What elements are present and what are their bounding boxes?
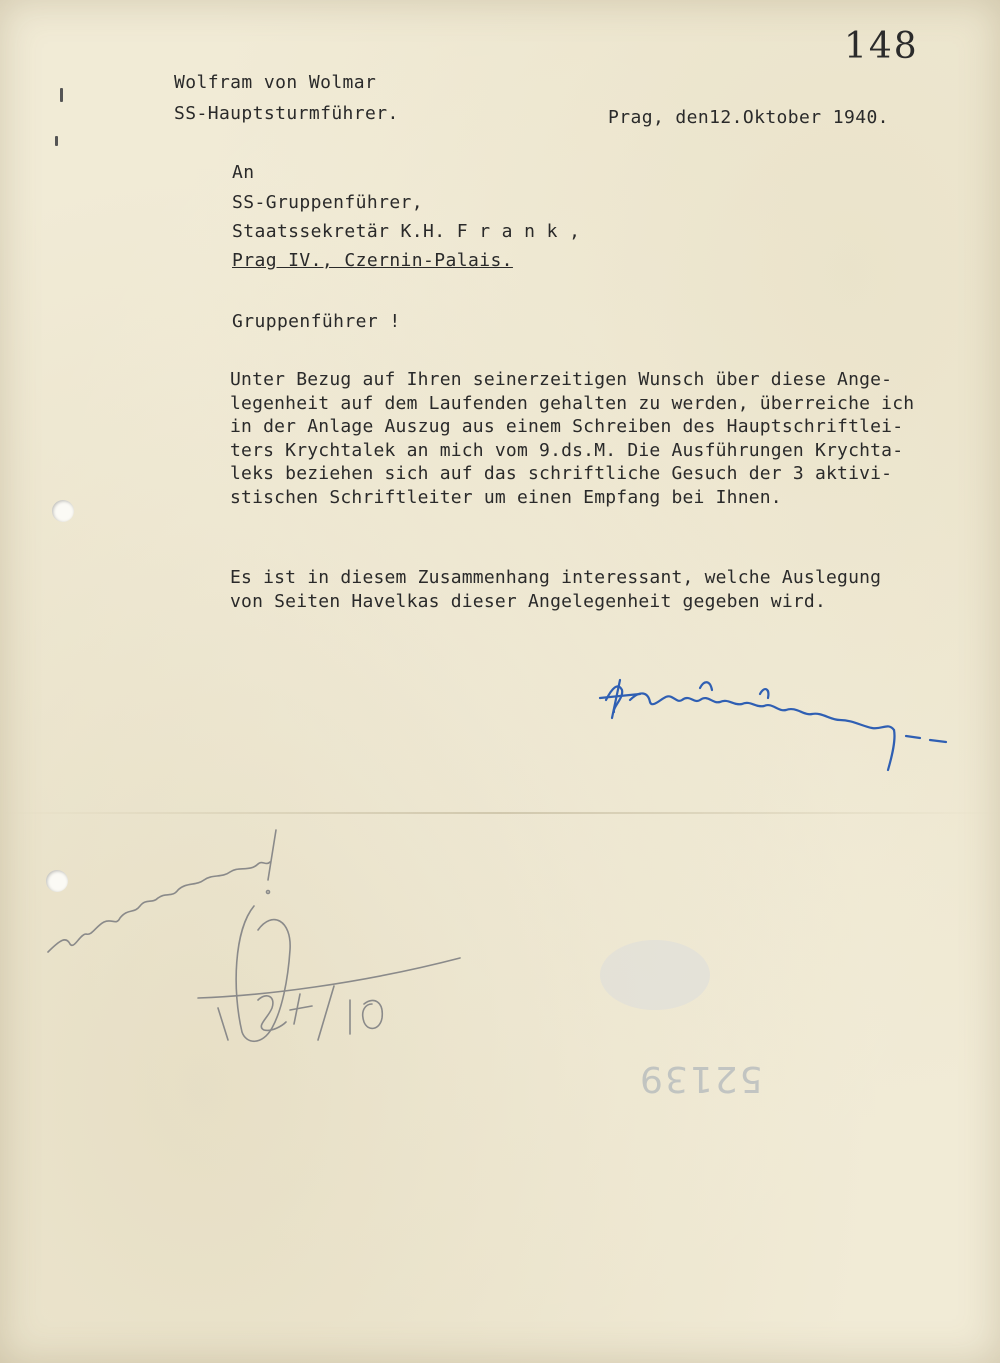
- greeting: Gruppenführer !: [232, 311, 401, 332]
- recipient-rank: SS-Gruppenführer,: [232, 192, 424, 213]
- paragraph-2-line: Es ist in diesem Zusammenhang interessant, welche Auslegung: [230, 567, 882, 588]
- recipient-address: Prag IV., Czernin-Palais.: [232, 250, 513, 271]
- place-date: Prag, den12.Oktober 1940.: [608, 107, 889, 128]
- signature-mark: [600, 680, 946, 770]
- recipient-to: An: [232, 162, 255, 183]
- paragraph-1-line: leks beziehen sich auf das schriftliche Gesuch der 3 aktivi-: [230, 463, 893, 484]
- margin-marks: [55, 88, 63, 146]
- paragraph-1-line: legenheit auf dem Laufenden gehalten zu werden, überreiche ich: [230, 392, 915, 414]
- paragraph-1-line: in der Anlage Auszug aus einem Schreiben des Hauptschriftlei-: [230, 416, 904, 437]
- paragraph-2-line: von Seiten Havelkas dieser Angelegenheit gegeben wird.: [230, 590, 826, 612]
- paragraph-1-line: ters Krychtalek an mich vom 9.ds.M. Die Ausführungen Krychta-: [230, 439, 904, 461]
- paragraph-1-line: Unter Bezug auf Ihren seinerzeitigen Wunsch über diese Ange-: [230, 369, 893, 390]
- sender-name: Wolfram von Wolmar: [174, 72, 377, 93]
- sender-rank: SS-Hauptsturmführer.: [174, 103, 399, 124]
- pencil-annotation: [48, 830, 460, 1041]
- page-number: 148: [844, 26, 919, 67]
- recipient-title-name: Staatssekretär K.H. F r a n k ,: [232, 221, 581, 242]
- stamp-number: 52139: [638, 1058, 763, 1099]
- paragraph-1-line: stischen Schriftleiter um einen Empfang bei Ihnen.: [230, 486, 782, 508]
